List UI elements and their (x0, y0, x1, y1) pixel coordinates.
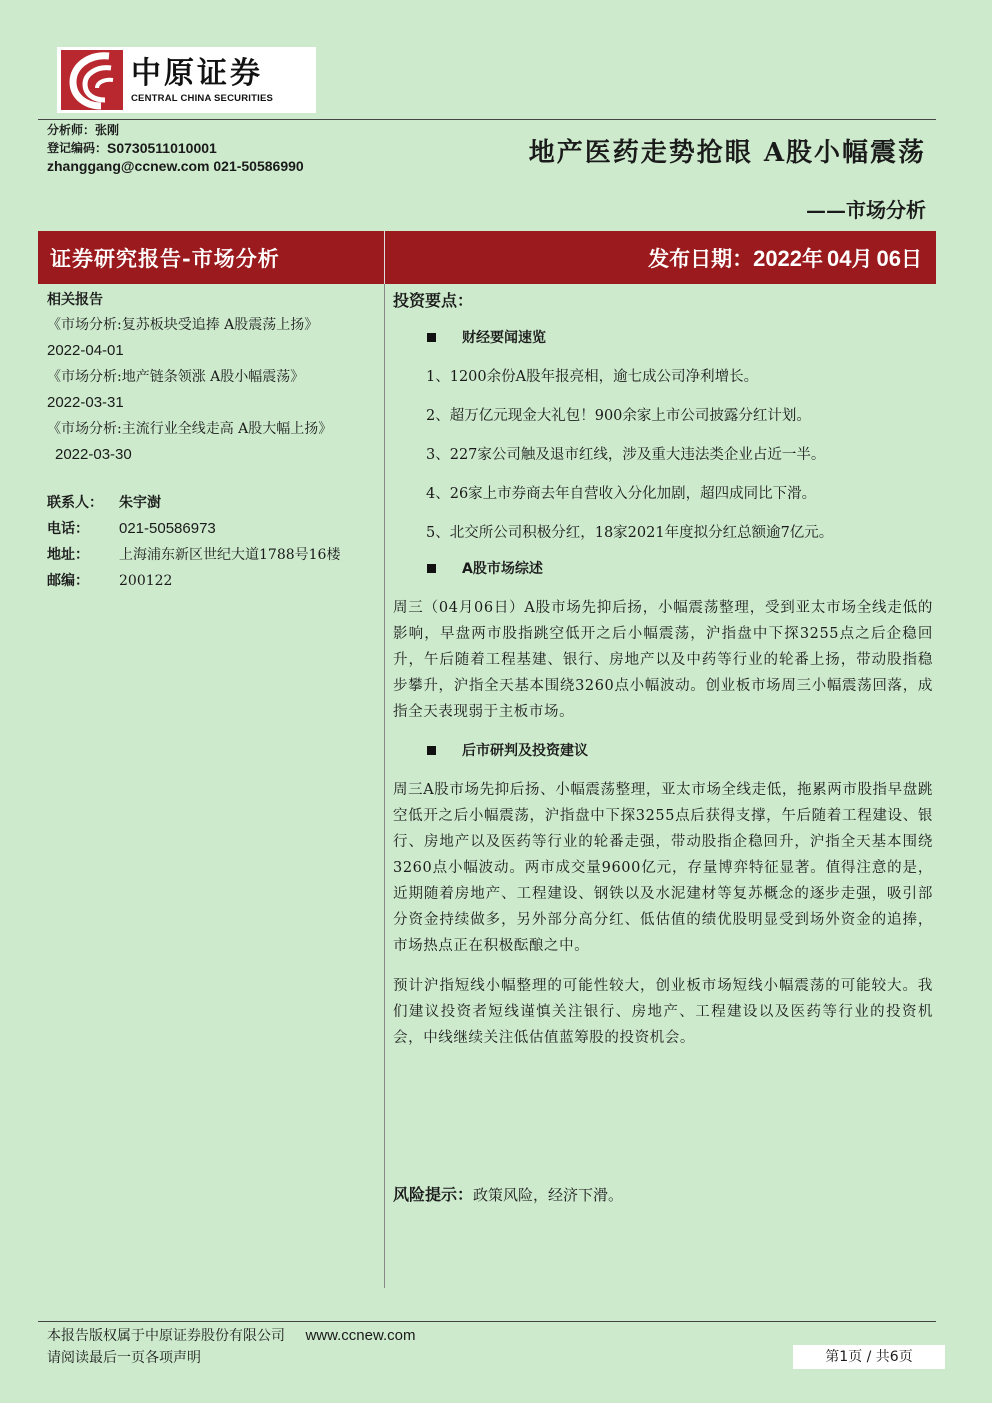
related-report-title[interactable]: 《市场分析:地产链条领涨 A股小幅震荡》 (47, 369, 305, 385)
zip-label: 邮编： (47, 573, 89, 589)
bullet-square-icon (427, 564, 436, 573)
investment-highlights-heading: 投资要点： (393, 291, 474, 310)
footer-notice: 请阅读最后一页各项声明 (47, 1350, 201, 1366)
logo-mark-icon (61, 50, 123, 110)
related-reports-heading: 相关报告 (47, 292, 103, 308)
left-sidebar (47, 288, 377, 594)
copyright-text: 本报告版权属于中原证券股份有限公司 (47, 1328, 285, 1344)
news-item: 5、北交所公司积极分红，18家2021年度拟分红总额逾7亿元。 (426, 525, 834, 541)
news-item: 3、227家公司触及退市红线，涉及重大违法类企业占近一半。 (426, 447, 826, 463)
publish-month: 04 (827, 245, 852, 271)
analyst-name: 张刚 (95, 123, 120, 137)
section-heading (427, 553, 933, 583)
header-divider (38, 119, 936, 120)
footer-divider (38, 1321, 936, 1322)
publish-year: 2022 (753, 245, 803, 271)
outlook-paragraph: 周三A股市场先抑后扬、小幅震荡整理，亚太市场全线走低，拖累两市股指早盘跳空低开之后小幅震荡，沪指盘中下探3255点后获得支撑，午后随着工程建设、银行、房地产以及医药等行业的轮番走强，带动股指企稳回升，沪指全天基本围绕3260点小幅波动。两市成交量9600亿元，存量博弈特征显著。值得注意的是，近期随着房地产、工程建设、钢铁以及水泥建材等复苏概念的逐步走强，吸引部分资金持续做多，另外部分高分红、低估值的绩优股明显受到场外资金的追捧，市场热点正在积极酝酿之中。 (393, 782, 933, 954)
zip-code: 200122 (119, 573, 173, 589)
forecast-paragraph: 预计沪指短线小幅整理的可能性较大，创业板市场短线小幅震荡的可能较大。我们建议投资者短线谨慎关注银行、房地产、工程建设以及医药等行业的投资机会，中线继续关注低估值蓝筹股的投资机会。 (393, 978, 933, 1046)
section-title: A股市场综述 (462, 561, 543, 577)
banner-divider (384, 231, 385, 284)
publish-date (648, 243, 936, 273)
risk-label: 风险提示： (393, 1185, 474, 1204)
bullet-square-icon (427, 333, 436, 342)
related-report-item[interactable] (47, 364, 377, 416)
year-unit: 年 (802, 245, 824, 271)
registration-label: 登记编码： (47, 141, 108, 155)
risk-text: 政策风险，经济下滑。 (473, 1186, 624, 1204)
news-item: 1、1200余份A股年报亮相，逾七成公司净利增长。 (426, 369, 759, 385)
section-heading (427, 322, 933, 352)
report-category: 证券研究报告-市场分析 (50, 245, 280, 271)
address: 上海浦东新区世纪大道1788号16楼 (119, 547, 341, 563)
contact-person: 朱宇澍 (119, 495, 161, 511)
section-title: 财经要闻速览 (462, 330, 546, 346)
publish-day: 06 (876, 245, 901, 271)
news-item: 2、超万亿元现金大礼包！900余家上市公司披露分红计划。 (426, 408, 811, 424)
address-label: 地址： (47, 547, 89, 563)
logo-english-name: CENTRAL CHINA SECURITIES (131, 92, 274, 104)
month-unit: 月 (851, 245, 873, 271)
column-divider (384, 284, 385, 1288)
related-report-date: 2022-03-31 (47, 394, 124, 411)
day-unit: 日 (901, 245, 922, 271)
related-report-item[interactable] (47, 416, 377, 468)
section-heading (427, 735, 933, 765)
analyst-contact[interactable]: zhanggang@ccnew.com 021-50586990 (47, 158, 304, 174)
contact-person-label: 联系人： (47, 495, 103, 511)
related-report-date: 2022-03-30 (55, 446, 132, 463)
news-list (426, 358, 933, 553)
report-subtitle: ——市场分析 (806, 198, 926, 222)
main-content (393, 288, 933, 1051)
website-link[interactable]: www.ccnew.com (305, 1327, 416, 1344)
registration-code: S0730511010001 (107, 140, 217, 156)
report-banner (38, 231, 936, 284)
phone-label: 电话： (47, 521, 89, 537)
news-item: 4、26家上市券商去年自营收入分化加剧，超四成同比下滑。 (426, 486, 817, 502)
company-logo (57, 47, 316, 113)
report-title: 地产医药走势抢眼 A股小幅震荡 (528, 138, 926, 168)
related-report-title[interactable]: 《市场分析:主流行业全线走高 A股大幅上扬》 (47, 421, 333, 437)
related-report-date: 2022-04-01 (47, 342, 124, 359)
bullet-square-icon (427, 746, 436, 755)
footer-copyright-line (47, 1325, 416, 1345)
section-title: 后市研判及投资建议 (462, 743, 588, 759)
market-summary-paragraph: 周三（04月06日）A股市场先抑后扬，小幅震荡整理，受到亚太市场全线走低的影响，早盘两市股指跳空低开之后小幅震荡，沪指盘中下探3255点之后企稳回升，午后随着工程基建、银行、房地产以及中药等行业的轮番上扬，带动股指稳步攀升，沪指全天基本围绕3260点小幅波动。创业板市场周三小幅震荡回落，成指全天表现弱于主板市场。 (393, 600, 933, 720)
analyst-info (47, 121, 304, 175)
page-indicator: 第1页 / 共6页 (793, 1345, 945, 1369)
phone-number: 021-50586973 (119, 520, 216, 537)
analyst-label: 分析师： (47, 123, 96, 137)
related-report-item[interactable] (47, 312, 377, 364)
contact-block (47, 490, 377, 594)
logo-chinese-name: 中原证券 (131, 55, 263, 91)
publish-date-label: 发布日期： (648, 245, 754, 271)
related-report-title[interactable]: 《市场分析:复苏板块受追捧 A股震荡上扬》 (47, 317, 319, 333)
risk-warning (393, 1182, 623, 1205)
